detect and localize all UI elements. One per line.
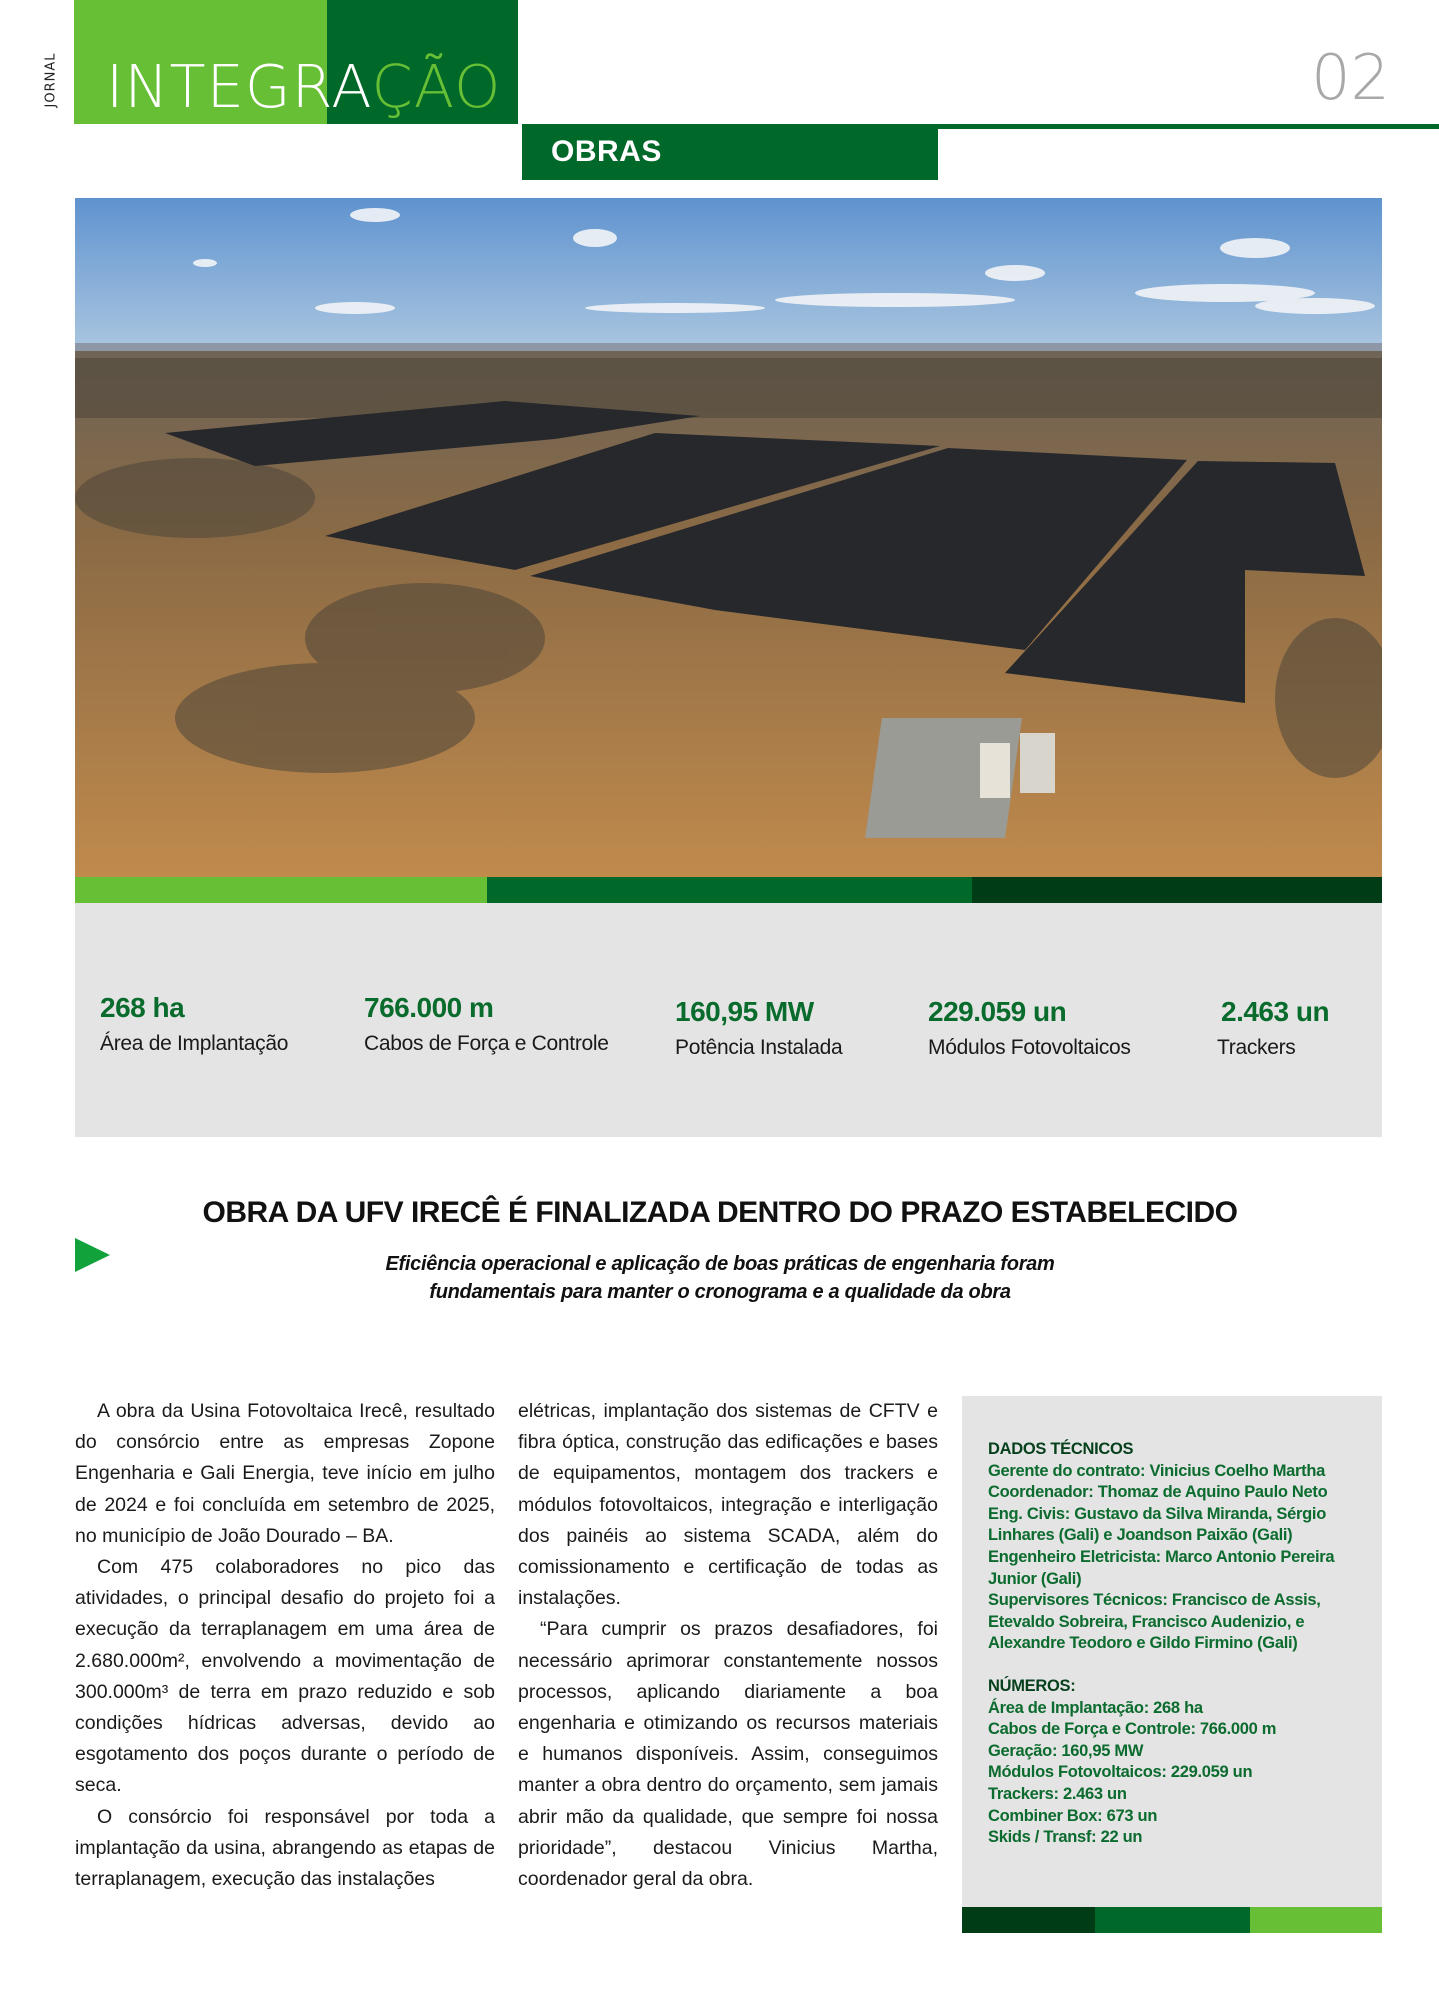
arrow-icon: [75, 1238, 110, 1272]
stat-cables: [364, 992, 609, 1056]
masthead-title-part2: A: [331, 52, 372, 121]
photo-stripe-dark: [972, 877, 1382, 903]
technical-data-content: [988, 1439, 1358, 1849]
article-headline: OBRA DA UFV IRECÊ É FINALIZADA DENTRO DO PRAZO ESTABELECIDO: [202, 1196, 1238, 1229]
numbers-item: Geração: 160,95 MW: [988, 1741, 1144, 1760]
photo-illustration: [75, 198, 1382, 877]
stat-area: [100, 992, 288, 1056]
jornal-kicker: [36, 40, 66, 120]
stat-label: Trackers: [1217, 1036, 1296, 1059]
subhead-line-1: Eficiência operacional e aplicação de boas práticas de engenharia foram: [385, 1253, 1055, 1275]
numbers-item: Combiner Box: 673 un: [988, 1806, 1158, 1825]
box-stripe-medium: [1095, 1907, 1250, 1933]
article-paragraph: “Para cumprir os prazos desafiadores, foi necessário aprimorar constantemente nossos processos, aplicando diariamente a boa engenharia e otimizando os recursos materiais e humanos disponíveis. Assim, conseguimos manter a obra dentro do orçamento, sem jamais abrir mão da qualidade, que sempre foi nossa prioridade”, destacou Vinicius Martha, coordenador geral da obra.: [518, 1618, 938, 1891]
stat-value: 160,95 MW: [675, 996, 814, 1027]
aerial-solar-plant-photo: [75, 198, 1382, 877]
photo-stripe-light: [75, 877, 487, 903]
tech-staff-item: Engenheiro Eletricista: Marco Antonio Pereira Junior (Gali): [988, 1547, 1335, 1588]
article-paragraph: Com 475 colaboradores no pico das atividades, o principal desafio do projeto foi a execução da terraplanagem em uma área de 2.680.000m², envolvendo a movimentação de 300.000m³ de terra em prazo reduzido e sob condições hídricas adversas, devido ao esgotamento dos poços durante o período de seca.: [75, 1556, 495, 1797]
article-paragraph: O consórcio foi responsável por toda a implantação da usina, abrangendo as etapas de terraplanagem, execução das instalações: [75, 1805, 495, 1891]
distant-hills: [75, 343, 1382, 351]
sky: [75, 198, 1382, 348]
numbers-item: Skids / Transf: 22 un: [988, 1828, 1143, 1847]
header-rule: [938, 124, 1439, 129]
stat-value: 766.000 m: [364, 992, 494, 1023]
stat-label: Área de Implantação: [100, 1032, 289, 1055]
technical-data-box: [962, 1396, 1382, 1907]
numbers-item: Trackers: 2.463 un: [988, 1784, 1127, 1803]
stats-panel: [75, 903, 1382, 1137]
stat-label: Cabos de Força e Controle: [364, 1032, 609, 1055]
numbers-item: Cabos de Força e Controle: 766.000 m: [988, 1720, 1277, 1739]
tech-staff-item: Coordenador: Thomaz de Aquino Paulo Neto: [988, 1483, 1328, 1502]
stat-trackers: [1217, 996, 1329, 1060]
photo-stripe-medium: [487, 877, 972, 903]
tech-staff-item: Eng. Civis: Gustavo da Silva Miranda, Sérgio Linhares (Gali) e Joandson Paixão (Gali): [988, 1504, 1326, 1545]
numbers-item: Área de Implantação: 268 ha: [988, 1698, 1203, 1717]
stat-label: Potência Instalada: [675, 1036, 843, 1059]
stat-value: 268 ha: [100, 992, 185, 1023]
tech-staff-item: Supervisores Técnicos: Francisco de Assis, Etevaldo Sobreira, Francisco Audenizio, e Alexandre Teodoro e Gildo Firmino (Gali): [988, 1591, 1321, 1653]
spacer: [988, 1655, 1358, 1676]
masthead-title: [106, 52, 501, 122]
jornal-label: JORNAL: [43, 52, 59, 108]
stat-modules: [928, 996, 1131, 1060]
article-paragraph: elétricas, implantação dos sistemas de CFTV e fibra óptica, construção das edificações e bases de equipamentos, montagem dos trackers e módulos fotovoltaicos, integração e interligação dos painéis ao sistema SCADA, além do comissionamento e certificação de todas as instalações.: [518, 1400, 938, 1610]
tech-box-title: DADOS TÉCNICOS: [988, 1440, 1134, 1458]
page-number: 02: [1311, 41, 1390, 114]
stat-value: 2.463 un: [1221, 996, 1330, 1027]
box-stripe-dark: [962, 1907, 1095, 1933]
article-column-1: [75, 1396, 495, 1895]
section-label: OBRAS: [551, 135, 662, 168]
masthead-title-part3: ÇÃO: [371, 52, 502, 121]
stat-value: 229.059 un: [928, 996, 1067, 1027]
subhead-line-2: fundamentais para manter o cronograma e a qualidade da obra: [429, 1281, 1011, 1303]
numbers-title: NÚMEROS:: [988, 1676, 1076, 1695]
stat-label: Módulos Fotovoltaicos: [928, 1036, 1131, 1059]
masthead-title-part1: INTEGR: [106, 52, 332, 121]
article-column-2: [518, 1396, 938, 1895]
article-subhead: [220, 1250, 1220, 1306]
box-stripe-light: [1250, 1907, 1382, 1933]
numbers-item: Módulos Fotovoltaicos: 229.059 un: [988, 1763, 1253, 1782]
section-banner: [522, 124, 938, 180]
article-paragraph: A obra da Usina Fotovoltaica Irecê, resultado do consórcio entre as empresas Zopone Engenharia e Gali Energia, teve início em julho de 2024 e foi concluída em setembro de 2025, no município de João Dourado – BA.: [75, 1400, 495, 1547]
stat-power: [675, 996, 842, 1060]
tech-staff-item: Gerente do contrato: Vinicius Coelho Martha: [988, 1461, 1326, 1480]
